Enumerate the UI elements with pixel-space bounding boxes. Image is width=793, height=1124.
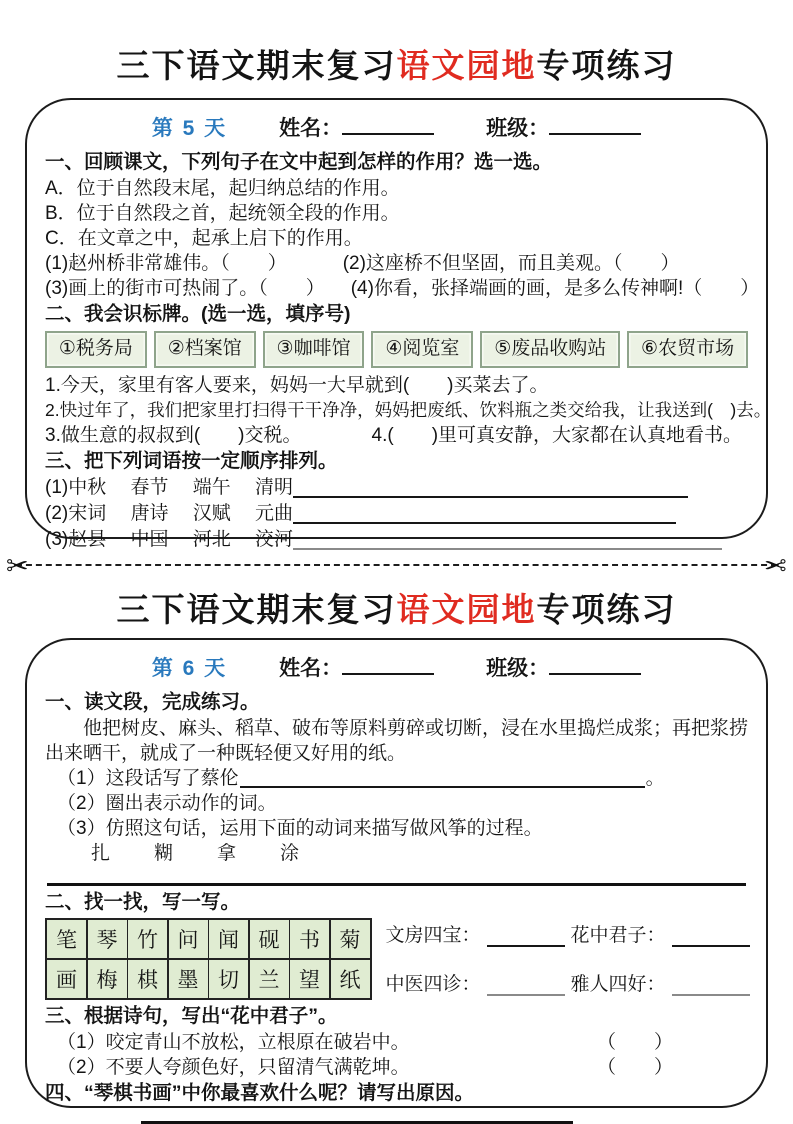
day5-q1-option-c: C．在文章之中，起承上启下的作用。 [45,228,363,249]
day5-q1-option-a: A．位于自然段末尾，起归纳总结的作用。 [45,178,400,199]
grid-cell: 问 [169,920,208,958]
answer-paren: （ ） [596,1056,673,1078]
character-grid [45,918,372,1000]
grid-cell: 笔 [47,920,86,958]
scissors-icon-right: ✂ [764,551,787,581]
title-part2: 专项练习 [536,591,677,628]
day5-q1-item4: (4)你看，张择端画的画，是多么传神啊!（ ） [350,278,760,299]
sign-option-5: ⑤废品收购站 [480,331,620,368]
answer-line [141,1121,573,1124]
title-highlight: 语文园地 [396,47,537,84]
label-wenfang: 文房四宝： [385,925,481,946]
day5-q1-item2: (2)这座桥不但坚固，而且美观。（ ） [342,253,680,274]
label-yaren: 雅人四好： [570,974,666,995]
day6-q1-heading: 一、读文段，完成练习。 [45,691,260,713]
grid-cell: 棋 [128,960,167,998]
class-blank [549,653,641,675]
day5-q1-items-row2 [45,276,760,301]
answer-line [47,883,746,886]
cut-divider [0,550,793,582]
day5-sign-row [45,331,748,368]
day5-q3-row1 [45,475,748,501]
poem-1: （1）咬定青山不放松，立根原在破岩中。 [57,1031,410,1053]
answer-paren: （ ） [596,1031,673,1053]
day5-q3-heading: 三、把下列词语按一定顺序排列。 [45,450,338,472]
day5-sheet [25,98,772,550]
day6-q3-heading: 三、根据诗句，写出“花中君子”。 [45,1004,338,1027]
label-huazhong: 花中君子： [570,925,666,946]
sign-option-6: ⑥农贸市场 [627,331,748,368]
sub1-suffix: 。 [645,768,665,789]
day5-q1-option-b: B．位于自然段之首，起统领全段的作用。 [45,203,400,224]
page-title-day6 [0,582,793,632]
day5-q1-items-row1 [45,251,748,276]
name-label: 姓名： [279,117,343,140]
title-part1: 三下语文期末复习 [116,591,397,628]
day5-label: 第 5 天 [151,117,228,140]
sign-option-1: ①税务局 [45,331,147,368]
day6-q3-item2 [45,1055,673,1080]
grid-cell: 书 [290,920,329,958]
day6-find-row [45,918,748,1000]
day6-passage: 他把树皮、麻头、稻草、破布等原料剪碎或切断，浸在水里捣烂成浆；再把浆捞出来晒干，就成了一种既轻便又好用的纸。 [45,718,749,764]
day5-q1-item3: (3)画上的街市可热闹了。（ ） [45,278,325,299]
word-list-1: (1)中秋 春节 端午 清明 [45,477,294,498]
grid-cell: 画 [47,960,86,998]
day6-name-field [279,652,434,682]
day5-q2-heading: 二、我会识标牌。(选一选，填序号) [45,303,351,325]
grid-cell: 竹 [128,920,167,958]
day6-q3-item1 [45,1030,673,1055]
name-blank [342,653,434,675]
day6-q4-heading: 四、“琴棋书画”中你最喜欢什么呢？请写出原因。 [45,1081,475,1104]
four-row-1 [386,920,750,947]
poem-2: （2）不要人夸颜色好，只留清气满乾坤。 [57,1056,410,1078]
day6-class-field [486,652,641,682]
day6-verb-list: 扎 糊 拿 涂 [91,843,302,864]
class-label: 班级： [486,657,550,680]
day6-q2-heading: 二、找一找，写一写。 [45,891,241,913]
sub1-prefix: （1）这段话写了蔡伦 [57,768,239,789]
grid-cell: 琴 [88,920,127,958]
grid-cell: 砚 [250,920,289,958]
day5-class-field [486,112,641,142]
day5-q3-row2 [45,501,748,527]
grid-cell: 兰 [250,960,289,998]
grid-cell: 墨 [169,960,208,998]
title-part2: 专项练习 [536,47,677,84]
word-list-2: (2)宋词 唐诗 汉赋 元曲 [45,503,294,524]
day6-header [45,648,748,689]
day6-q1-sub1 [45,766,748,791]
answer-blank [293,530,722,550]
grid-cell: 闻 [209,920,248,958]
sign-option-2: ②档案馆 [154,331,256,368]
day6-label: 第 6 天 [151,657,228,680]
four-row-2 [386,969,750,996]
four-category-fields [386,918,750,998]
answer-blank [672,927,750,947]
day5-name-field [279,112,434,142]
day6-q1-sub2: （2）圈出表示动作的词。 [57,793,277,814]
day5-header [45,108,748,149]
day5-q2-line1: 1.今天，家里有客人要来，妈妈一大早就到( )买菜去了。 [45,375,549,396]
answer-blank [240,768,645,788]
day5-q1-heading: 一、回顾课文，下列句子在文中起到怎样的作用？选一选。 [45,151,553,173]
answer-blank [487,976,565,996]
class-blank [549,113,641,135]
day5-q2-line2: 2.快过年了，我们把家里打扫得干干净净，妈妈把废纸、饮料瓶之类交给我，让我送到( )去。 [45,400,772,420]
day5-q2-line34 [45,423,748,448]
name-blank [342,113,434,135]
name-label: 姓名： [279,657,343,680]
grid-cell: 纸 [331,960,370,998]
grid-cell: 切 [209,960,248,998]
title-part1: 三下语文期末复习 [116,47,397,84]
sign-option-3: ③咖啡馆 [263,331,365,368]
dashed-cut-line [16,564,777,566]
word-list-3: (3)赵县 中国 河北 洨河 [45,529,294,550]
grid-cell: 望 [290,960,329,998]
day6-sheet [25,638,768,1108]
day5-q2-line4: 4.( )里可真安静，大家都在认真地看书。 [371,425,743,446]
answer-blank [293,478,688,498]
page-title-day5 [0,0,793,88]
grid-cell: 梅 [88,960,127,998]
answer-blank [672,976,750,996]
label-zhongyi: 中医四诊： [385,974,481,995]
sign-option-4: ④阅览室 [371,331,473,368]
answer-blank [487,927,565,947]
grid-cell: 菊 [331,920,370,958]
day6-q1-sub3: （3）仿照这句话，运用下面的动词来描写做风筝的过程。 [57,818,543,839]
answer-blank [293,504,676,524]
title-highlight: 语文园地 [396,591,537,628]
class-label: 班级： [486,117,550,140]
scissors-icon-left: ✂ [6,551,29,581]
day5-q2-line3: 3.做生意的叔叔到( )交税。 [45,425,302,446]
day5-q1-item1: (1)赵州桥非常雄伟。（ ） [45,253,287,274]
